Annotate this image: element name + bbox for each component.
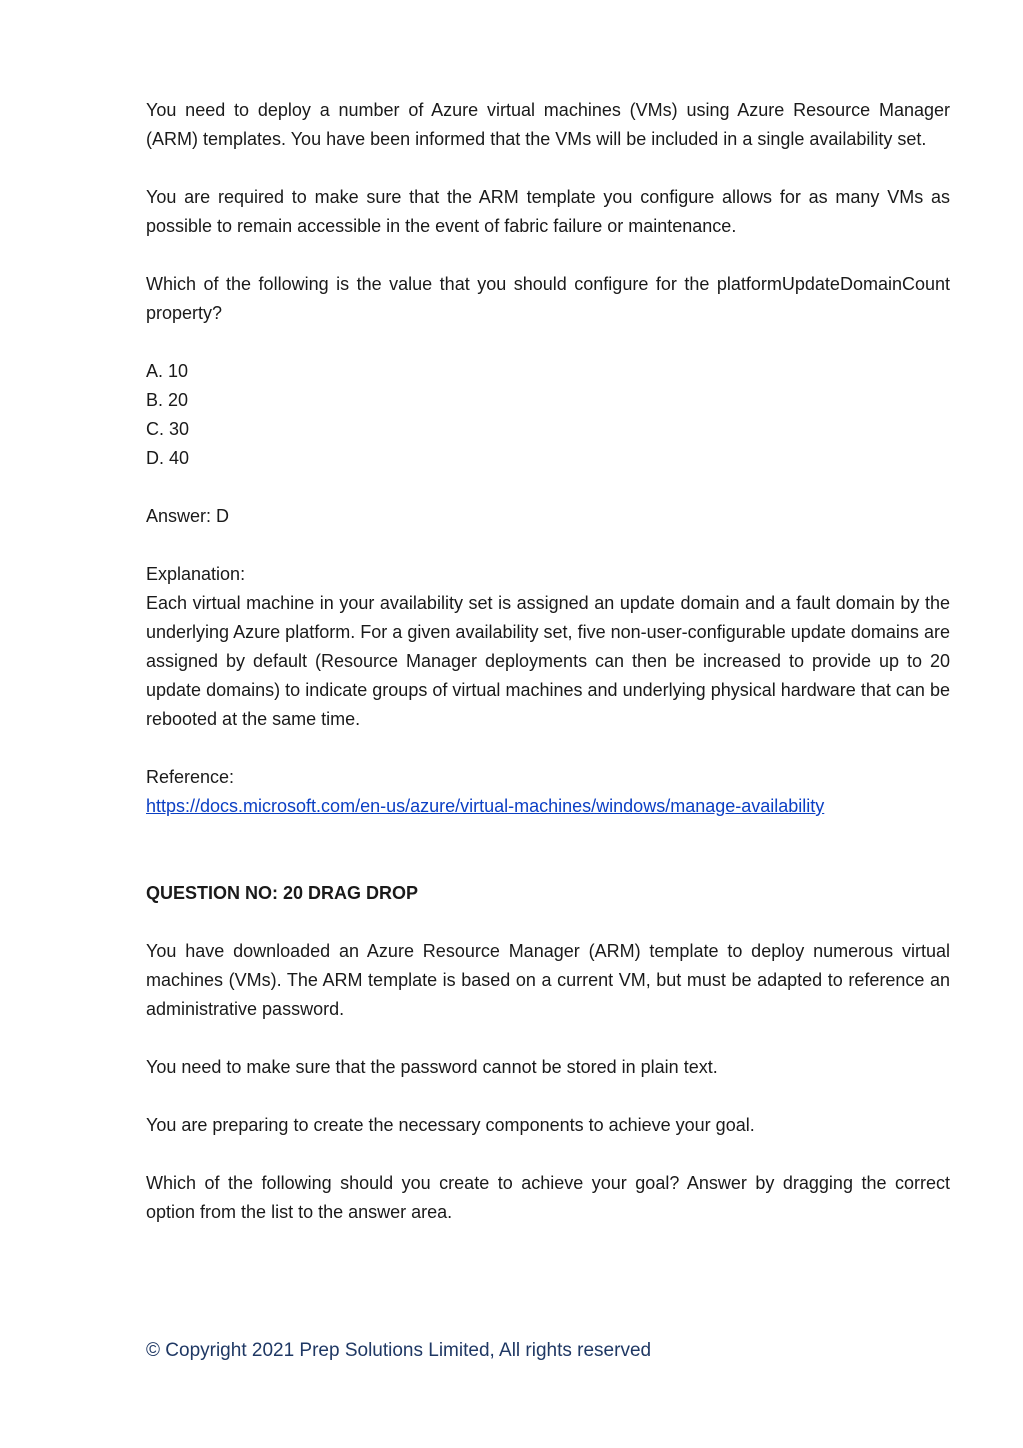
option-b: B. 20 — [146, 390, 189, 410]
option-c: C. 30 — [146, 419, 190, 439]
option-d: D. 40 — [146, 448, 190, 468]
q19-options — [146, 357, 950, 473]
q19-requirement: You are required to make sure that the ARM template you configure allows for as many VMs as possible to remain accessible in the event of fabric failure or maintenance. — [146, 187, 950, 236]
option-a: A. 10 — [146, 361, 189, 381]
q20-requirement: You need to make sure that the password cannot be stored in plain text. — [146, 1057, 718, 1077]
q20-question: Which of the following should you create to achieve your goal? Answer by dragging the correct option from the list to the answer area. — [146, 1173, 950, 1222]
q19-question: Which of the following is the value that you should configure for the platformUpdateDomainCount property? — [146, 274, 950, 323]
reference-link[interactable]: https://docs.microsoft.com/en-us/azure/virtual-machines/windows/manage-availability — [146, 796, 825, 816]
q19-answer: Answer: D — [146, 506, 230, 526]
q20-intro: You have downloaded an Azure Resource Manager (ARM) template to deploy numerous virtual machines (VMs). The ARM template is based on a current VM, but must be adapted to reference an administrative password. — [146, 941, 950, 1019]
copyright-footer: © Copyright 2021 Prep Solutions Limited, All rights reserved — [146, 1340, 652, 1361]
explanation-text: Each virtual machine in your availability set is assigned an update domain and a fault domain by the underlying Azure platform. For a given availability set, five non-user-configurable update domains are assigned by default (Resource Manager deployments can then be increased to provide up to 20 update domains) to indicate groups of virtual machines and underlying physical hardware that can be rebooted at the same time. — [146, 593, 950, 729]
q19-intro: You need to deploy a number of Azure virtual machines (VMs) using Azure Resource Manager (ARM) templates. You have been informed that the VMs will be included in a single availability set. — [146, 100, 950, 149]
q20-heading: QUESTION NO: 20 DRAG DROP — [146, 883, 419, 903]
q20-context: You are preparing to create the necessary components to achieve your goal. — [146, 1115, 755, 1135]
document-page — [146, 96, 950, 1256]
reference-label: Reference: — [146, 767, 235, 787]
explanation-label: Explanation: — [146, 564, 246, 584]
